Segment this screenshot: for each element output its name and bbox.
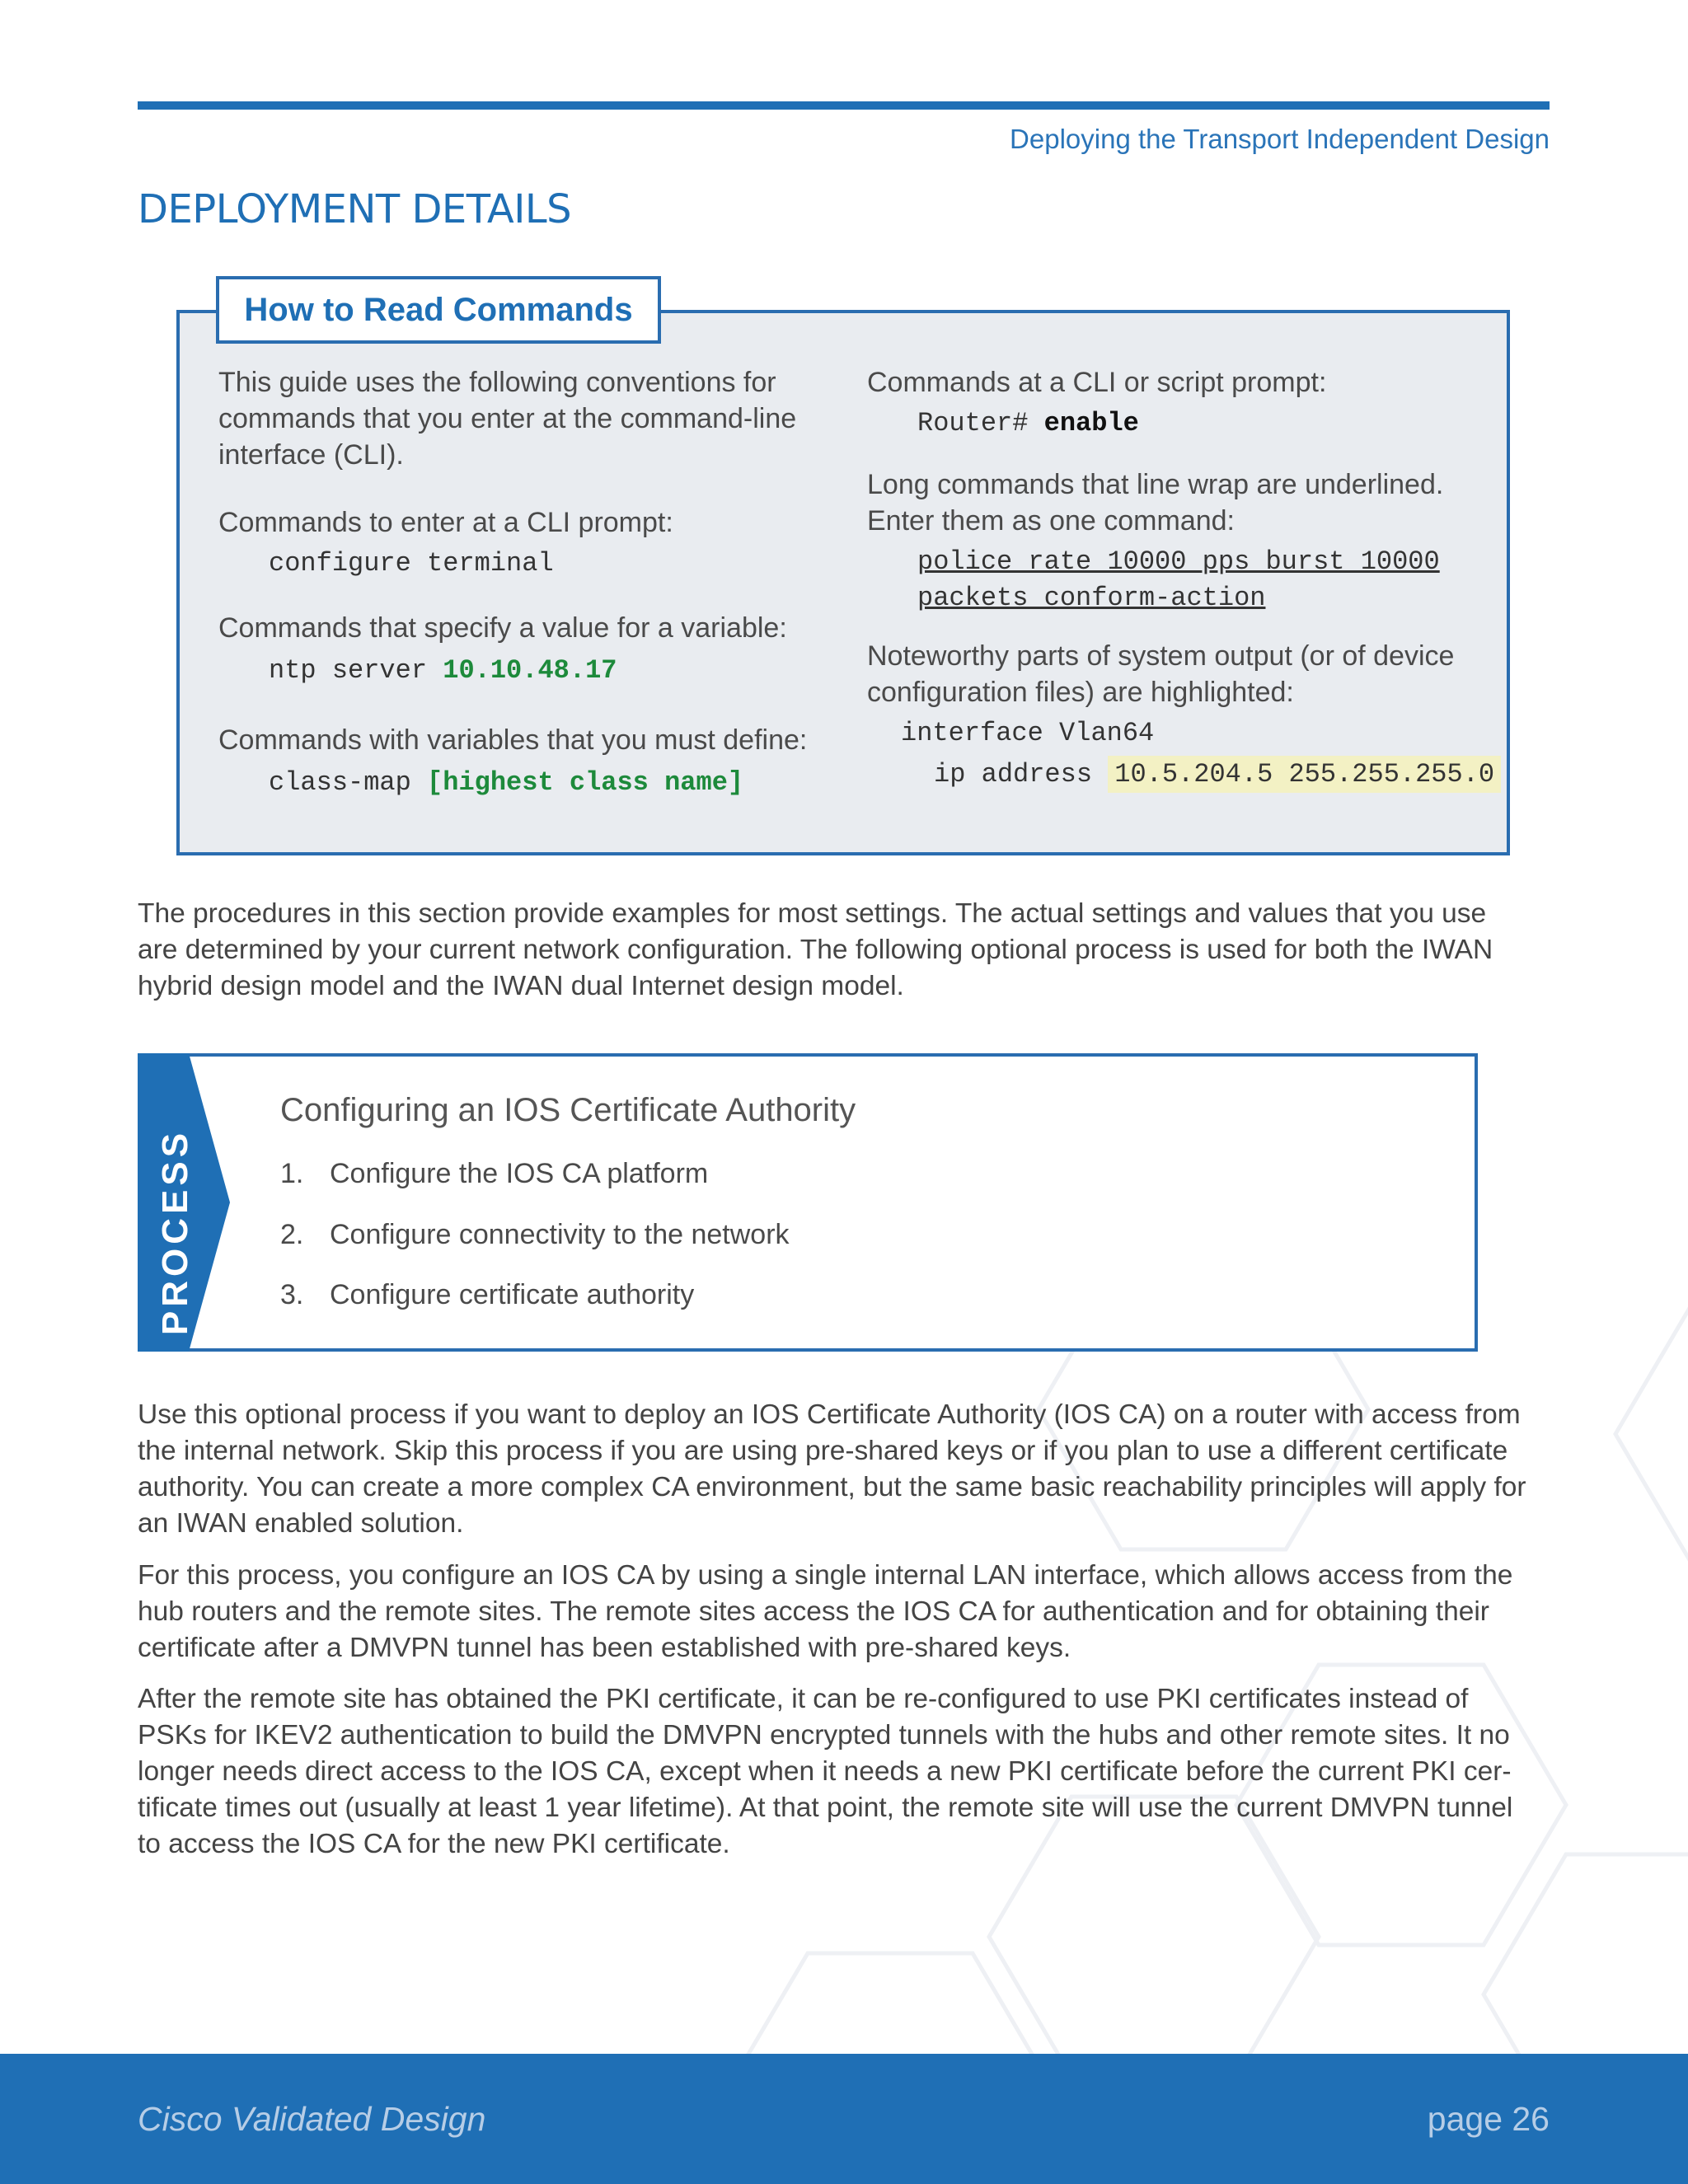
running-head: Deploying the Transport Independent Design [1010, 124, 1550, 154]
script-command [867, 405, 1501, 442]
conventions-left-column [218, 364, 807, 801]
process-step [280, 1158, 708, 1190]
header-rule [138, 101, 1550, 110]
paragraph-line: are determined by your current network configuration. The following optional process is used for both the IWAN [138, 935, 1493, 965]
process-step [280, 1279, 694, 1311]
wrap-command-line: police rate 10000 pps burst 10000 [917, 546, 1440, 577]
step-text: Configure connectivity to the network [330, 1219, 790, 1250]
intro-paragraph [138, 896, 1552, 1005]
body-paragraph [138, 1397, 1552, 1542]
paragraph-line: longer needs direct access to the IOS CA, except when it needs a new PKI certificate before the current PKI cer- [138, 1756, 1512, 1787]
paragraph-line: hybrid design model and the IWAN dual Internet design model. [138, 971, 904, 1001]
paragraph-line: Use this optional process if you want to deploy an IOS Certificate Authority (IOS CA) on a router with access from [138, 1399, 1521, 1430]
define-command [218, 765, 807, 801]
paragraph-line: the internal network. Skip this process if you are using pre-shared keys or if you plan to use a different certificate [138, 1436, 1508, 1466]
wrap-command-line: packets conform-action [917, 583, 1266, 613]
output-label: configuration files) are highlighted: [867, 677, 1294, 708]
process-title: Configuring an IOS Certificate Authority [280, 1092, 856, 1128]
value-label: Commands that specify a value for a variable: [218, 612, 787, 644]
paragraph-line: For this process, you configure an IOS CA by using a single internal LAN interface, which allows access from the [138, 1560, 1513, 1591]
step-number: 1. [280, 1158, 304, 1189]
conventions-right-column [867, 364, 1501, 793]
paragraph-line: an IWAN enabled solution. [138, 1508, 464, 1539]
enter-label: Commands to enter at a CLI prompt: [218, 507, 673, 538]
paragraph-line: tificate times out (usually at least 1 year lifetime). At that point, the remote site will use the current DMVPN tunnel [138, 1793, 1513, 1823]
body-paragraph [138, 1681, 1552, 1863]
intro-line: commands that you enter at the command-line [218, 403, 797, 434]
section-title: DEPLOYMENT DETAILS [138, 186, 572, 232]
output-label: Noteworthy parts of system output (or of device [867, 640, 1455, 672]
paragraph-line: hub routers and the remote sites. The remote sites access the IOS CA for authentication and for obtaining their [138, 1596, 1489, 1627]
paragraph-line: authority. You can create a more complex CA environment, but the same basic reachability principles will apply for [138, 1472, 1526, 1502]
paragraph-line: After the remote site has obtained the PKI certificate, it can be re-configured to use PKI certificates instead of [138, 1684, 1469, 1714]
script-prompt: Router# [917, 408, 1044, 438]
how-to-read-commands-title: How to Read Commands [216, 276, 661, 344]
intro-line: This guide uses the following conventions for [218, 367, 776, 398]
step-text: Configure certificate authority [330, 1279, 695, 1310]
wrap-label: Enter them as one command: [867, 505, 1236, 537]
value-command [218, 653, 807, 689]
process-label: PROCESS [155, 1128, 195, 1336]
enter-command: configure terminal [269, 548, 554, 579]
define-label: Commands with variables that you must define: [218, 724, 808, 756]
script-label: Commands at a CLI or script prompt: [867, 367, 1327, 398]
wrap-label: Long commands that line wrap are underlined. [867, 469, 1444, 500]
script-cmd: enable [1043, 408, 1139, 438]
output-line [867, 757, 1501, 793]
body-paragraph [138, 1558, 1552, 1666]
value-variable: 10.10.48.17 [443, 655, 617, 686]
output-line: interface Vlan64 [901, 718, 1155, 748]
footer-title: Cisco Validated Design [138, 2100, 486, 2138]
process-step [280, 1219, 790, 1251]
define-command-text: class-map [269, 767, 428, 798]
intro-line: interface (CLI). [218, 439, 404, 471]
paragraph-line: PSKs for IKEV2 authentication to build the DMVPN encrypted tunnels with the hubs and other remote sites. It no [138, 1720, 1510, 1750]
output-highlight: 10.5.204.5 255.255.255.0 [1108, 756, 1501, 793]
value-command-text: ntp server [269, 655, 443, 686]
output-line-text: ip address [934, 759, 1109, 790]
define-variable: [highest class name] [427, 767, 744, 798]
step-text: Configure the IOS CA platform [330, 1158, 709, 1189]
step-number: 3. [280, 1279, 304, 1310]
paragraph-line: The procedures in this section provide examples for most settings. The actual settings and values that you use [138, 898, 1487, 929]
page-number: page 26 [1427, 2100, 1550, 2138]
step-number: 2. [280, 1219, 304, 1250]
paragraph-line: to access the IOS CA for the new PKI certificate. [138, 1829, 730, 1859]
paragraph-line: certificate after a DMVPN tunnel has been established with pre-shared keys. [138, 1633, 1071, 1663]
